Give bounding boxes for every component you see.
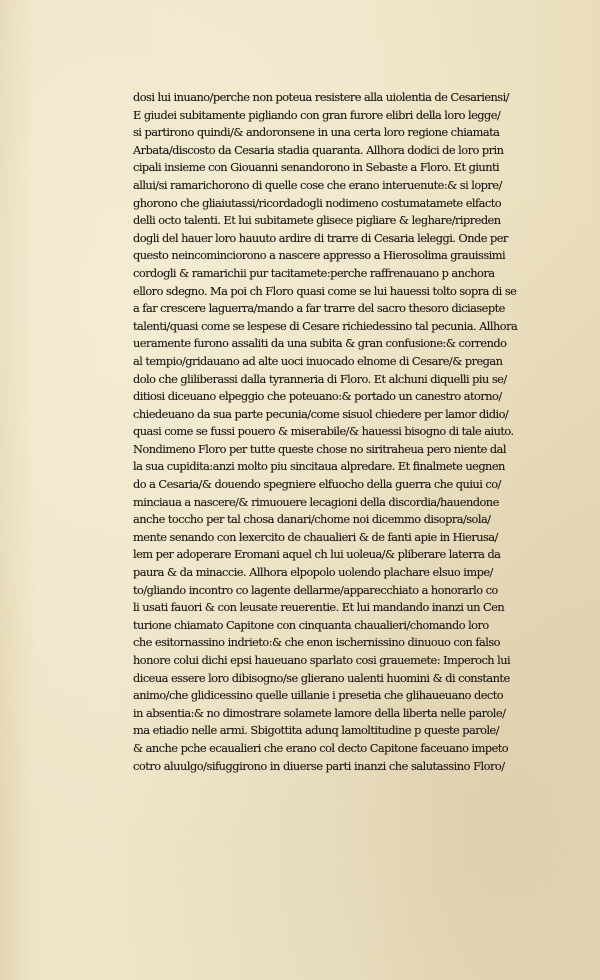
text-line: turione chiamato Capitone con cinquanta chaualieri/chomando loro (133, 617, 489, 632)
text-line: lem per adoperare Eromani aquel ch lui uoleua/& pliberare laterra da (133, 547, 501, 562)
text-line: cordogli & ramarichii pur tacitamete:perche raffrenauano p anchora (133, 265, 495, 280)
text-line: cipali insieme con Giouanni senandorono in Sebaste a Floro. Et giunti (133, 160, 500, 175)
text-line: la sua cupidita:anzi molto piu sincitaua alpredare. Et finalmete uegnen (133, 459, 505, 474)
text-line: diceua essere loro dibisogno/se glierano ualenti huomini & di constante (133, 670, 510, 685)
text-line: ditiosi diceuano elpeggio che poteuano:& portado un canestro atorno/ (133, 389, 502, 404)
text-line: dosi lui inuano/perche non poteua resistere alla uiolentia de Cesariensi/ (133, 90, 509, 104)
text-line: al tempio/gridauano ad alte uoci inuocado elnome di Cesare/& pregan (133, 353, 503, 368)
text-line: animo/che glidicessino quelle uillanie i presetia che glihaueuano decto (133, 688, 504, 703)
text-line: Arbata/discosto da Cesaria stadia quaranta. Allhora dodici de loro prin (133, 142, 504, 157)
text-line: minciaua a nascere/& rimuouere lecagioni della discordia/hauendone (133, 494, 499, 509)
text-line: ma etiadio nelle armi. Sbigottita adunq lamoltitudine p queste parole/ (133, 723, 500, 738)
text-line: anche toccho per tal chosa danari/chome noi dicemmo disopra/sola/ (133, 512, 491, 527)
text-line: che esitornassino indrieto:& che enon ischernissino dinuouo con falso (133, 635, 500, 650)
body-text (133, 89, 573, 775)
text-line: dolo che gliliberassi dalla tyranneria di Floro. Et alchuni diquelli piu se/ (133, 371, 507, 386)
text-line: a far crescere laguerra/mando a far trarre del sacro thesoro diciasepte (133, 301, 505, 316)
text-line: to/gliando incontro co lagente dellarme/apparecchiato a honorarlo co (133, 582, 498, 597)
text-line: honore colui dichi epsi haueuano sparlato cosi grauemete: Imperoch lui (133, 653, 511, 667)
text-line: elloro sdegno. Ma poi ch Floro quasi come se lui hauessi tolto sopra di se (133, 283, 517, 298)
text-line: E giudei subitamente pigliando con gran furore elibri della loro legge/ (133, 107, 501, 122)
text-line: & anche pche ecaualieri che erano col decto Capitone faceuano impeto (133, 740, 509, 755)
text-line: in absentia:& no dimostrare solamete lamore della liberta nelle parole/ (133, 705, 506, 720)
text-line: si partirono quindi/& andoronsene in una certa loro regione chiamata (133, 125, 500, 140)
text-line: dogli del hauer loro hauuto ardire di trarre di Cesaria leleggi. Onde per (133, 230, 508, 245)
text-line: do a Cesaria/& douendo spegniere elfuocho della guerra che quiui co/ (133, 477, 501, 492)
text-line: delli octo talenti. Et lui subitamete glisece pigliare & leghare/ripreden (133, 213, 501, 228)
text-line: questo neincominciorono a nascere appresso a Hierosolima grauissimi (133, 248, 506, 263)
text-line: allui/si ramarichorono di quelle cose che erano interuenute:& si lopre/ (133, 177, 502, 192)
text-line: cotro aluulgo/sifuggirono in diuerse parti inanzi che salutassino Floro/ (133, 758, 505, 773)
text-line: paura & da minaccie. Allhora elpopolo uolendo placharе elsuo impe/ (133, 565, 493, 580)
text-line: mente senando con lexercito de chaualieri & de fanti apie in Hierusa/ (133, 529, 498, 544)
text-line: chiedeuano da sua parte pecunia/come sisuol chiedere per lamor didio/ (133, 406, 509, 421)
text-line: quasi come se fussi pouero & miserabile/& hauessi bisogno di tale aiuto. (133, 424, 514, 439)
text-line: talenti/quasi come se lespese di Cesare richiedessino tal pecunia. Allhora (133, 318, 518, 333)
text-line: li usati fauori & con leusate reuerentie. Et lui mandando inanzi un Cen (133, 600, 505, 615)
text-line: ueramente furono assaliti da una subita & gran confusione:& correndo (133, 336, 507, 351)
text-line: Nondimeno Floro per tutte queste chose no siritraheua pero niente dal (133, 441, 506, 456)
text-line: ghorono che gliaiutassi/ricordadogli nodimeno costumatamete elfacto (133, 195, 502, 210)
